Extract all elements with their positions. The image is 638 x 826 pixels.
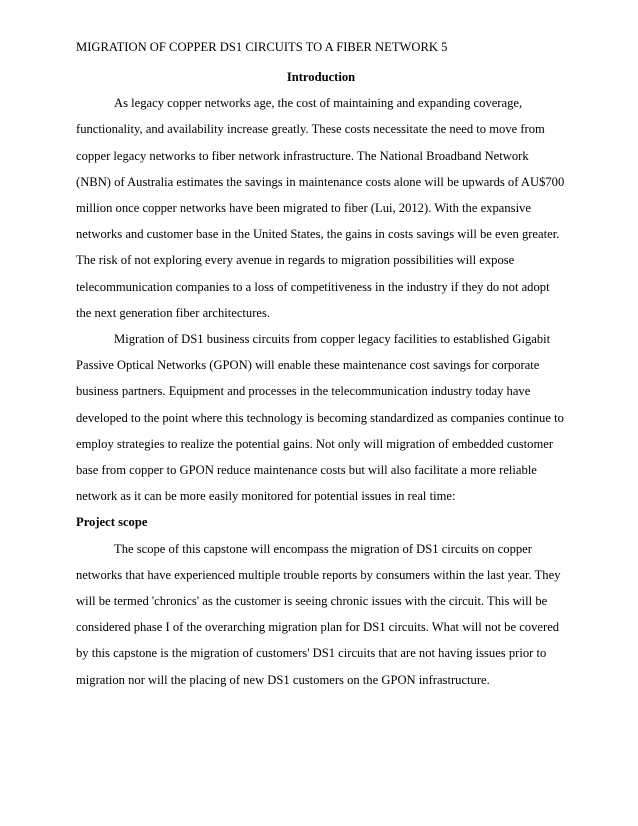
introduction-paragraph-2: Migration of DS1 business circuits from copper legacy facilities to established Gigabit Passive Optical Networks (GPON) will enable these maintenance cost savings for corporate business partners. Equipment and processes in the telecommunication industry today have developed to the point where this technology is becoming standardized as companies continue to employ strategies to realize the potential gains. Not only will migration of embedded customer base from copper to GPON reduce maintenance costs but will also facilitate a more reliable network as it can be more easily monitored for potential issues in real time: [76,332,564,504]
body-text [76,64,566,693]
running-head: MIGRATION OF COPPER DS1 CIRCUITS TO A FIBER NETWORK 5 [76,40,448,54]
introduction-paragraph-1: As legacy copper networks age, the cost of maintaining and expanding coverage, functionality, and availability increase greatly. These costs necessitate the need to move from copper legacy networks to fiber network infrastructure. The National Broadband Network (NBN) of Australia estimates the savings in maintenance costs alone will be upwards of AU$700 million once copper networks have been migrated to fiber (Lui, 2012). With the expansive networks and customer base in the United States, the gains in costs savings will be even greater. The risk of not exploring every avenue in regards to migration possibilities will expose telecommunication companies to a loss of competitiveness in the industry if they do not adopt the next generation fiber architectures. [76,96,565,320]
introduction-heading: Introduction [286,70,356,84]
project-scope-heading: Project scope [76,515,148,530]
project-scope-paragraph-1: The scope of this capstone will encompass the migration of DS1 circuits on copper networks that have experienced multiple trouble reports by consumers within the last year. They will be termed 'chronics' as the customer is seeing chronic issues with the circuit. This will be considered phase I of the overarching migration plan for DS1 circuits. What will not be covered by this capstone is the migration of customers' DS1 circuits that are not having issues prior to migration nor will the placing of new DS1 customers on the GPON infrastructure. [76,541,561,687]
